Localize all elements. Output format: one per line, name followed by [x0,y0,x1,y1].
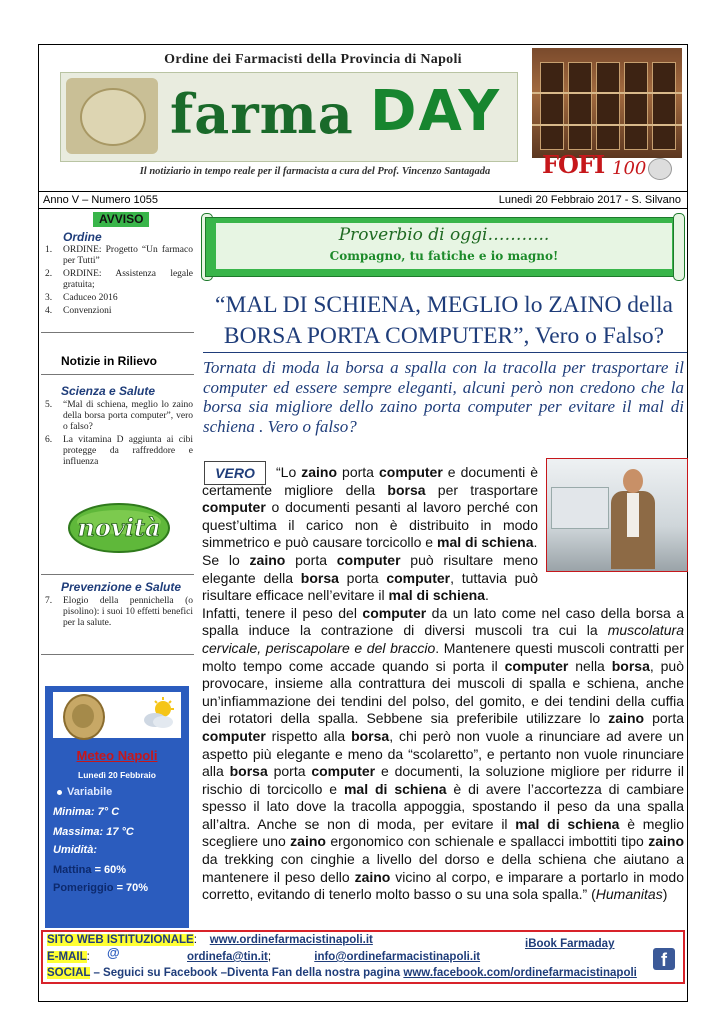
museum-photo [532,48,682,158]
masthead-org: Ordine dei Farmacisti della Provincia di Napoli [164,52,462,67]
partly-cloudy-icon [141,696,177,732]
article-headline: “MAL DI SCHIENA, MEGLIO lo ZAINO della BORSA PORTA COMPUTER”, Vero o Falso? [215,292,673,349]
email-label: E-MAIL [47,951,87,963]
divider [41,574,194,575]
article-paragraph: Infatti, tenere il peso del computer da un lato come nel caso della borsa a spalla induce la contrazione di diversi muscoli tra cui la muscolatura cervicale, periscapolare e del braccio. Mantenere questi muscoli contratti per molto tempo come accade quando si porta il computer nella borsa, può provocare, insieme alla contrattura dei muscoli di spalla e schiena, anche un’infiammazione dei tendini del polso, del gomito, e dei tendini della cuffia dei rotatori della spalla. Sebbene sia preferibile utilizzare lo zaino porta computer rispetto alla borsa, chi però non vuole a rinunciare ad avere un aspetto più elegante e meno da “scolaretto”, e pertanto non vuole rinunciare alla borsa porta computer e documenti, la soluzione migliore per ridurre il rischio di torcicollo e mal di schiena è di avere l’accortezza di cambiare spesso il lato dove la tracolla appoggia, spostando il peso da una spalla all’altra. Anche se non di moda, per evitare il mal di schiena è meglio scegliere uno zaino ergonomico con schienale e spallacci imbottiti tipo zaino da trekking con cinghie a livello del dorso e della schiena che aiutano a mantenere il peso dello zaino vicino al corpo, e imparare a portarlo in modo corretto, evitando di tenerlo molto basso o su una sola spalla.” (Humanitas) [202,604,685,903]
issue-date: Lunedì 20 Febbraio 2017 - S. Silvano [498,194,681,206]
ordine-heading: Ordine [63,230,102,244]
email-at-icon: @ [107,945,120,960]
verdict-badge: VERO [204,461,266,485]
scienza-heading: Scienza e Salute [61,384,156,398]
email-link-2[interactable]: info@ordinefarmacistinapoli.it [314,951,481,963]
rilievo-heading: Notizie in Rilievo [61,354,158,368]
list-item[interactable]: 5. “Mal di schiena, meglio lo zaino della borsa porta computer”, vero o falso? [45,400,193,432]
fofi-emblem-icon [648,158,672,180]
article-paragraph: Se lo zaino porta computer può risultare meno elegante della borsa porta computer, tuttavia può risultare efficace nell’evitare il mal di schiena. [202,551,538,604]
email-link-1[interactable]: ordinefa@tin.it [187,951,268,963]
meteo-date: Lunedì 20 Febbraio [78,770,156,780]
meteo-morning: Mattina = 60% [53,864,127,876]
meteo-afternoon: Pomeriggio = 70% [53,882,149,894]
facebook-icon[interactable]: f [653,948,675,970]
logo-farma: farma [170,82,354,146]
social-label: SOCIAL [47,967,91,979]
site-label: SITO WEB ISTITUZIONALE [47,934,194,946]
proverb-text: Compagno, tu fatiche e io magno! [329,249,559,263]
scienza-list [43,400,193,470]
site-link[interactable]: www.ordinefarmacistinapoli.it [209,934,373,946]
proverb-banner [205,217,681,277]
divider [41,332,194,333]
meteo-title: Meteo Napoli [76,748,158,763]
list-item[interactable]: 7. Elogio della pennichella (o pisolino): i suoi 10 effetti benefici per la salute. [45,596,193,628]
issue-bar [39,191,687,209]
meteo-max: Massima: 17 °C [53,826,134,838]
divider [41,654,194,655]
list-item[interactable]: 4. Convenzioni [45,306,112,316]
proverb-title: Proverbio di oggi……….. [338,225,550,245]
prevenzione-list [43,596,193,631]
facebook-link[interactable]: www.facebook.com/ordinefarmacistinapoli [403,967,637,979]
issue-number: Anno V – Numero 1055 [43,194,158,206]
divider [41,374,194,375]
fofi-logo: FOFI [542,150,605,179]
article-paragraph: “Lo zaino porta computer e documenti è certamente migliore della borsa per trasportare computer o documenti pesanti al lavoro perché con quest’ultima il carico non è distribuito in modo simmetrico e può causare torcicollo e mal di schiena. [202,464,539,551]
meteo-header [53,692,181,738]
bullet-icon [57,790,62,795]
meteo-min: Minima: 7° C [53,806,120,818]
meteo-condition: Variabile [67,786,113,798]
list-item[interactable]: 6. La vitamina D aggiunta ai cibi protegge da raffreddore e influenza [45,435,193,467]
footer-social-row: SOCIAL – Seguici su Facebook –Diventa Fan della nostra pagina www.facebook.com/ordinefarmacistinapoli [47,967,637,979]
tagline: Il notiziario in tempo reale per il farmacista a cura del Prof. Vincenzo Santagada [139,166,491,177]
ordine-list [43,245,193,319]
list-item[interactable]: 2. ORDINE: Assistenza legale gratuita; [45,269,193,290]
sidebar [41,208,194,928]
meteo-humidity: Umidità: [53,844,97,856]
novita-label: novità [77,513,161,542]
ibook-link[interactable]: iBook Farmaday [525,938,615,950]
meteo-widget [45,686,189,928]
seal-icon [66,78,158,154]
footer-email-row: E-MAIL: ordinefa@tin.it; info@ordinefarmacistinapoli.it [47,951,481,963]
list-item[interactable]: 3. Caduceo 2016 [45,293,118,303]
novita-badge [67,500,171,554]
coin-icon [63,694,105,740]
prevenzione-heading: Prevenzione e Salute [61,580,182,594]
scroll-curl-right [673,213,685,281]
fofi-centenary: 100 [612,158,647,179]
footer-site-row: SITO WEB ISTITUZIONALE: www.ordinefarmacistinapoli.it [47,934,373,946]
article-body [202,464,684,904]
logo-day: DAY [370,79,502,144]
headline-rule [203,352,687,353]
footer-box [41,930,685,984]
article-photo [546,458,688,572]
avviso-badge: AVVISO [93,212,149,227]
article-lead: Tornata di moda la borsa a spalla con la tracolla per trasportare il computer ed essere sempre eleganti, alcuni però non credono che la borsa sia migliore dello zaino porta computer per evitare il mal di schiena . Vero o falso? [203,358,684,436]
list-item[interactable]: 1. ORDINE: Progetto “Un farmaco per Tutti” [45,245,193,266]
